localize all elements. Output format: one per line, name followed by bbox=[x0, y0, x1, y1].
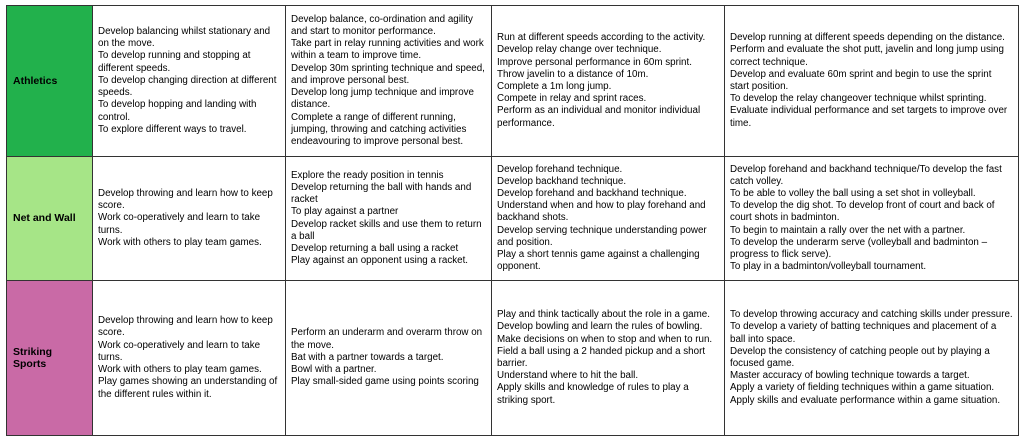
objective-line: To explore different ways to travel. bbox=[98, 123, 247, 135]
objective-line: Develop and evaluate 60m sprint and begin to use the sprint start position. bbox=[730, 68, 992, 92]
objective-line: Improve personal performance in 60m sprint. bbox=[497, 56, 692, 68]
objective-line: Apply skills and evaluate performance within a game situation. bbox=[730, 394, 1001, 406]
row-label: Athletics bbox=[13, 74, 58, 87]
objective-line: Develop relay change over technique. bbox=[497, 44, 662, 56]
objective-line: Master accuracy of bowling technique towards a target. bbox=[730, 370, 970, 382]
objective-line: To be able to volley the ball using a set shot in volleyball. bbox=[730, 187, 976, 199]
objective-line: Develop running at different speeds depending on the distance. bbox=[730, 32, 1005, 44]
objective-line: Develop 30m sprinting technique and speed, and improve personal best. bbox=[291, 62, 485, 86]
objective-line: Develop returning the ball with hands and racket bbox=[291, 181, 472, 206]
objective-line: Develop throwing and learn how to keep score. bbox=[98, 187, 273, 212]
table-cell bbox=[93, 281, 286, 436]
objective-line: Develop balancing whilst stationary and on the move. bbox=[98, 26, 271, 50]
objective-line: Work with others to play team games. bbox=[98, 364, 262, 376]
objective-line: Bat with a partner towards a target. bbox=[291, 351, 444, 363]
objective-line: Develop forehand and backhand technique/To develop the fast catch volley. bbox=[730, 163, 1002, 187]
objective-line: Develop backhand technique. bbox=[497, 175, 627, 187]
objective-line: Play a short tennis game against a challenging opponent. bbox=[497, 249, 700, 273]
objective-line: To develop running and stopping at different speeds. bbox=[98, 50, 251, 74]
row-label-cell bbox=[7, 6, 93, 157]
table-row bbox=[7, 281, 1019, 436]
objective-line: Play and think tactically about the role in a game. bbox=[497, 309, 710, 321]
objective-line: Develop racket skills and use them to return a ball bbox=[291, 218, 482, 242]
objective-line: Take part in relay running activities and work within a team to improve time. bbox=[291, 38, 484, 62]
objective-line: To develop throwing accuracy and catching skills under pressure. bbox=[730, 309, 1013, 321]
objective-line: To play against a partner bbox=[291, 206, 399, 218]
objective-line: Make decisions on when to stop and when to run. bbox=[497, 333, 713, 345]
objective-line: Throw javelin to a distance of 10m. bbox=[497, 68, 649, 80]
curriculum-table-container bbox=[6, 5, 1018, 435]
pe-curriculum-table bbox=[6, 5, 1019, 436]
objective-line: Explore the ready position in tennis bbox=[291, 169, 444, 181]
row-label: Net and Wall bbox=[13, 212, 76, 225]
objective-line: Understand where to hit the ball. bbox=[497, 370, 639, 382]
objective-line: Develop bowling and learn the rules of bowling. bbox=[497, 321, 703, 333]
objective-line: To develop the relay changeover technique whilst sprinting. bbox=[730, 93, 987, 105]
objective-line: Field a ball using a 2 handed pickup and a short barrier. bbox=[497, 345, 706, 369]
objective-line: Work with others to play team games. bbox=[98, 236, 262, 248]
objective-line: To develop hopping and landing with control. bbox=[98, 99, 257, 123]
objective-line: Perform as an individual and monitor individual performance. bbox=[497, 105, 701, 129]
objective-line: Develop throwing and learn how to keep score. bbox=[98, 315, 273, 339]
objective-line: Evaluate individual performance and set targets to improve over time. bbox=[730, 105, 1008, 129]
objective-line: To play in a badminton/volleyball tournament. bbox=[730, 261, 927, 273]
objective-line: Understand when and how to play forehand and backhand shots. bbox=[497, 200, 706, 224]
row-label-cell bbox=[7, 157, 93, 281]
objective-line: Perform an underarm and overarm throw on the move. bbox=[291, 327, 483, 351]
table-cell bbox=[286, 6, 492, 157]
objective-line: Bowl with a partner. bbox=[291, 364, 377, 376]
objective-line: To develop changing direction at different speeds. bbox=[98, 74, 277, 99]
objective-line: Develop the consistency of catching people out by playing a focused game. bbox=[730, 345, 990, 369]
objective-line: Perform and evaluate the shot putt, javelin and long jump using correct technique. bbox=[730, 44, 1004, 68]
table-cell bbox=[286, 157, 492, 281]
table-cell bbox=[725, 6, 1019, 157]
objective-line: Develop forehand technique. bbox=[497, 163, 623, 175]
row-label: Striking Sports bbox=[13, 345, 53, 370]
objective-line: Develop forehand and backhand technique. bbox=[497, 187, 687, 199]
objective-line: To develop a variety of batting techniques and placement of a ball into space. bbox=[730, 321, 997, 345]
table-row bbox=[7, 6, 1019, 157]
objective-line: Develop returning a ball using a racket bbox=[291, 242, 459, 254]
objective-line: Apply skills and knowledge of rules to play a striking sport. bbox=[497, 382, 689, 406]
table-cell bbox=[492, 6, 725, 157]
table-cell bbox=[725, 281, 1019, 436]
objective-line: Play small-sided game using points scoring bbox=[291, 376, 479, 388]
objective-line: To begin to maintain a rally over the net with a partner. bbox=[730, 224, 966, 236]
table-cell bbox=[93, 6, 286, 157]
table-cell bbox=[286, 281, 492, 436]
objective-line: Work co-operatively and learn to take turns. bbox=[98, 212, 261, 236]
objective-line: Work co-operatively and learn to take turns. bbox=[98, 339, 261, 363]
objective-line: To develop the underarm serve (volleyball and badminton – progress to flick serve). bbox=[730, 236, 988, 260]
table-row bbox=[7, 157, 1019, 281]
objective-line: Develop long jump technique and improve distance. bbox=[291, 87, 474, 111]
objective-line: Complete a 1m long jump. bbox=[497, 81, 612, 92]
objective-line: Compete in relay and sprint races. bbox=[497, 93, 647, 105]
objective-line: Develop balance, co-ordination and agility and start to monitor performance. bbox=[291, 13, 473, 38]
objective-line: Apply a variety of fielding techniques within a game situation. bbox=[730, 382, 995, 394]
table-cell bbox=[725, 157, 1019, 281]
objective-line: To develop the dig shot. To develop front of court and back of court shots in badminton. bbox=[730, 200, 995, 224]
table-cell bbox=[93, 157, 286, 281]
objective-line: Play against an opponent using a racket. bbox=[291, 255, 469, 267]
objective-line: Develop serving technique understanding power and position. bbox=[497, 224, 707, 248]
row-label-cell bbox=[7, 281, 93, 436]
objective-line: Complete a range of different running, jumping, throwing and catching activities endeavouring to improve personal best. bbox=[291, 111, 467, 147]
objective-line: Play games showing an understanding of the different rules within it. bbox=[98, 376, 278, 400]
table-cell bbox=[492, 157, 725, 281]
table-cell bbox=[492, 281, 725, 436]
objective-line: Run at different speeds according to the activity. bbox=[497, 32, 706, 44]
